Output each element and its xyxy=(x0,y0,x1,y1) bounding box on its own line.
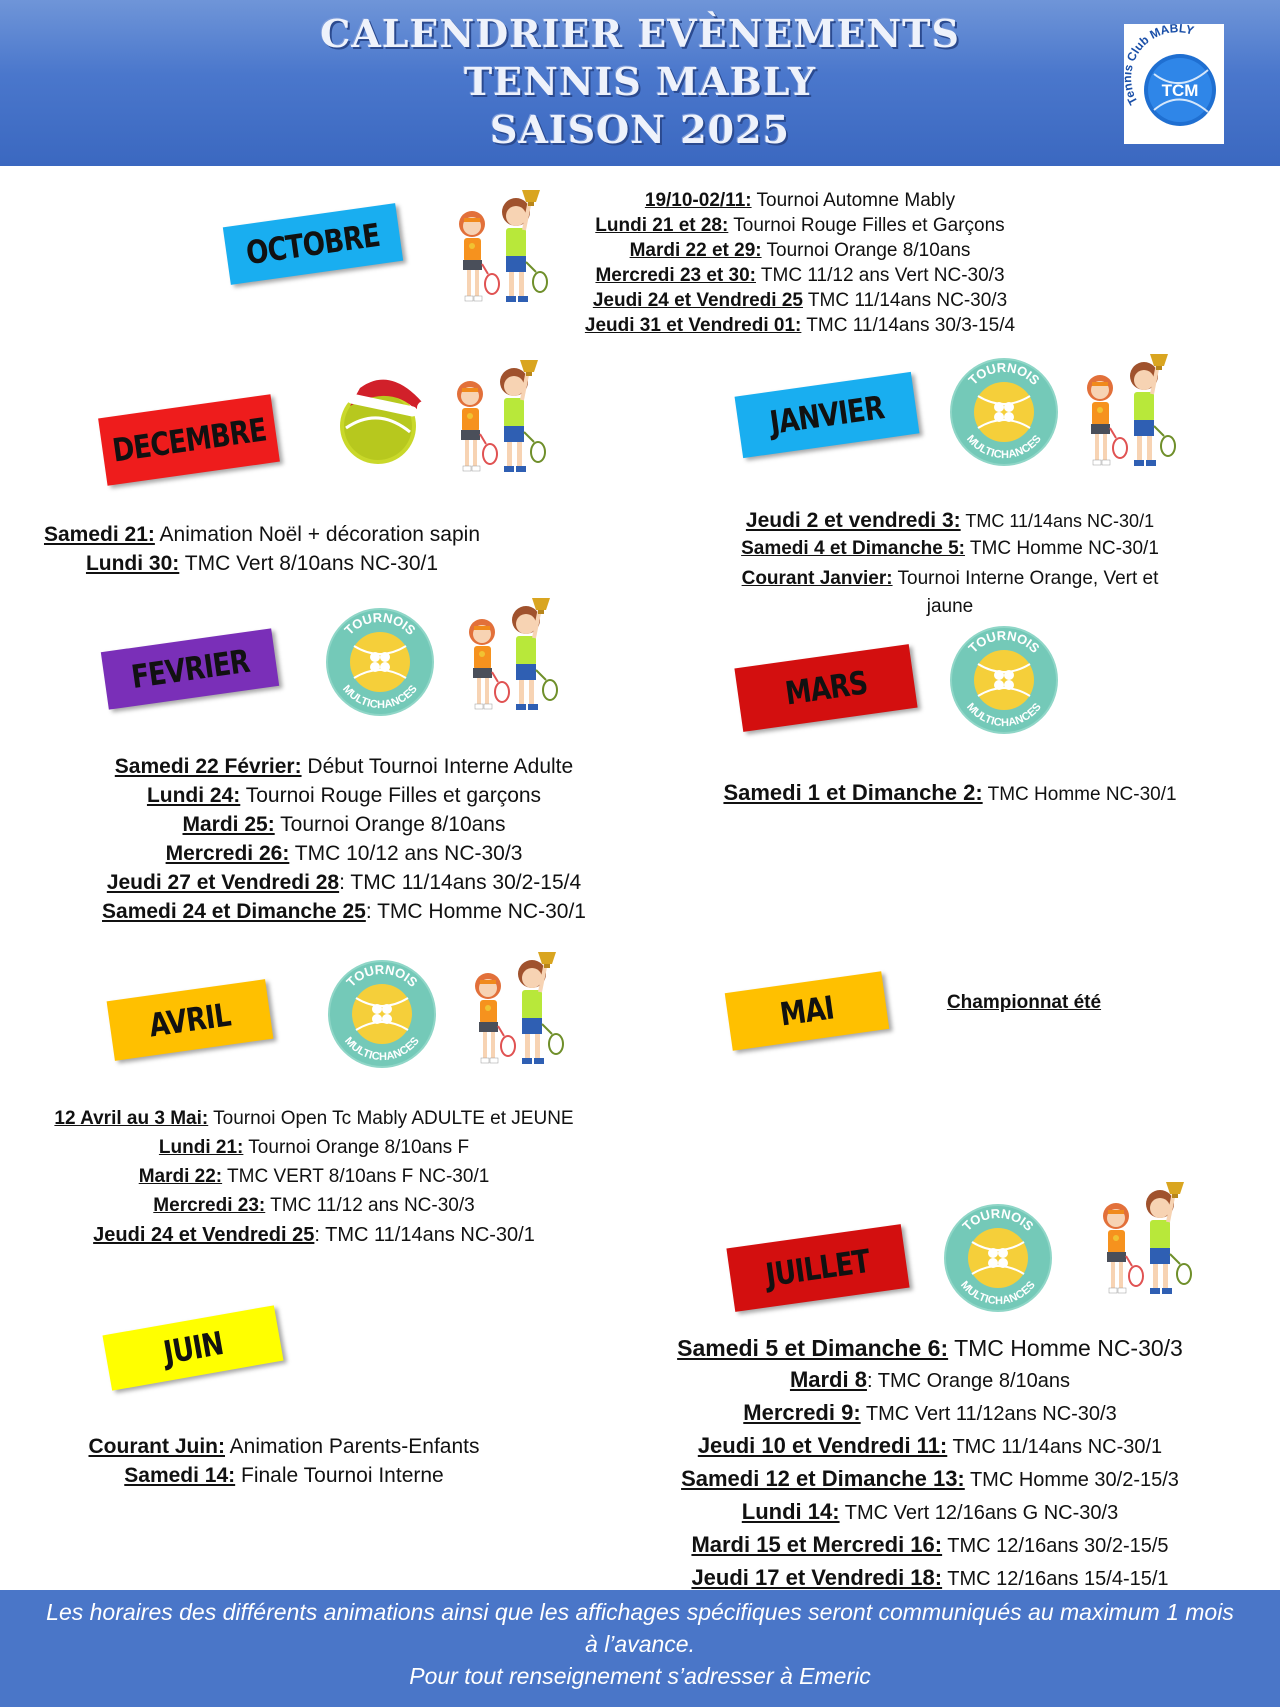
header-banner xyxy=(0,0,1280,166)
event-line: Samedi 12 et Dimanche 13: TMC Homme 30/2-15/3 xyxy=(681,1466,1179,1491)
tournois-multichances-icon xyxy=(942,1202,1054,1314)
badge-text-bottom: MULTICHANCES xyxy=(964,432,1044,462)
logo-ball-text: TCM xyxy=(1161,81,1199,100)
event-line: Jeudi 24 et Vendredi 25 TMC 11/14ans NC-30/3 xyxy=(592,290,1008,311)
event-line: Samedi 21: Animation Noël + décoration sapin xyxy=(43,523,480,546)
event-line: Courant Juin: Animation Parents-Enfants xyxy=(88,1435,480,1458)
kids-trophy-icon xyxy=(460,948,572,1072)
event-line: Jeudi 24 et Vendredi 25: TMC 11/14ans NC-30/1 xyxy=(93,1224,535,1246)
event-line: Courant Janvier: Tournoi Interne Orange, Vert et xyxy=(741,568,1159,589)
title-line-2: TENNIS MABLY xyxy=(463,59,817,104)
page-title xyxy=(250,10,1030,154)
event-line: Samedi 24 et Dimanche 25: TMC Homme NC-30/1 xyxy=(102,900,586,923)
event-line: Samedi 5 et Dimanche 6: TMC Homme NC-30/3 xyxy=(677,1335,1183,1361)
event-line: Jeudi 27 et Vendredi 28: TMC 11/14ans 30/2-15/4 xyxy=(106,871,582,894)
badge-text-bottom: MULTICHANCES xyxy=(964,700,1044,730)
tournois-multichances-icon xyxy=(324,606,436,718)
event-line: Mercredi 23 et 30: TMC 11/12 ans Vert NC-30/3 xyxy=(595,265,1005,286)
club-logo xyxy=(1124,24,1224,144)
events-octobre xyxy=(560,188,1040,338)
club-logo-icon xyxy=(1124,24,1224,144)
kids-trophy-icon xyxy=(1088,1178,1200,1302)
month-name: FEVRIER xyxy=(128,641,252,697)
title-line-1: CALENDRIER EVÈNEMENTS xyxy=(320,11,960,56)
badge-text-top: TOURNOIS xyxy=(965,359,1043,388)
events-juin xyxy=(34,1432,534,1490)
event-line: Lundi 21 et 28: Tournoi Rouge Filles et Garçons xyxy=(595,215,1005,236)
events-mars xyxy=(700,780,1200,807)
event-line: Lundi 14: TMC Vert 12/16ans G NC-30/3 xyxy=(741,1499,1119,1524)
event-line: Jeudi 10 et Vendredi 11: TMC 11/14ans NC-30/1 xyxy=(697,1433,1163,1458)
kids-trophy-icon xyxy=(1072,350,1184,474)
event-line: Mercredi 23: TMC 11/12 ans NC-30/3 xyxy=(153,1195,475,1216)
event-line: Samedi 1 et Dimanche 2: TMC Homme NC-30/1 xyxy=(723,780,1177,805)
christmas-tennis-ball-icon xyxy=(330,366,434,470)
month-name: JUIN xyxy=(160,1324,226,1372)
footer-notice xyxy=(0,1590,1280,1707)
footer-line-3: Pour tout renseignement s’adresser à Emeric xyxy=(409,1663,871,1689)
month-name: AVRIL xyxy=(147,995,233,1045)
events-decembre xyxy=(12,520,512,578)
kids-trophy-icon xyxy=(444,186,556,310)
month-name: OCTOBRE xyxy=(243,215,383,273)
month-label-juin xyxy=(102,1305,283,1390)
month-name: JUILLET xyxy=(763,1241,873,1295)
events-mai xyxy=(922,990,1126,1015)
month-label-janvier xyxy=(735,372,920,458)
badge-text-bottom: MULTICHANCES xyxy=(340,682,420,712)
event-line: 19/10-02/11: Tournoi Automne Mably xyxy=(644,190,956,211)
month-label-mars xyxy=(734,644,917,732)
events-fevrier xyxy=(94,752,594,926)
event-line: Jeudi 31 et Vendredi 01: TMC 11/14ans 30/3-15/4 xyxy=(584,315,1016,336)
month-name: DECEMBRE xyxy=(109,410,269,470)
event-line: Samedi 14: Finale Tournoi Interne xyxy=(124,1464,444,1487)
event-line: Samedi 4 et Dimanche 5: TMC Homme NC-30/1 xyxy=(741,538,1159,559)
events-avril xyxy=(44,1104,584,1251)
event-line: Mardi 22: TMC VERT 8/10ans F NC-30/1 xyxy=(138,1166,490,1187)
event-line: Mardi 22 et 29: Tournoi Orange 8/10ans xyxy=(629,240,971,261)
events-janvier xyxy=(700,508,1200,619)
tournois-multichances-icon xyxy=(326,958,438,1070)
badge-text-top: TOURNOIS xyxy=(341,609,419,638)
event-line: Mardi 8: TMC Orange 8/10ans xyxy=(789,1367,1071,1392)
event-line: Jeudi 2 et vendredi 3: TMC 11/14ans NC-30/1 xyxy=(745,509,1155,532)
event-line: Lundi 24: Tournoi Rouge Filles et garçons xyxy=(146,784,542,807)
kids-trophy-icon xyxy=(454,594,566,718)
month-label-octobre xyxy=(223,203,403,285)
footer-line-1: Les horaires des différents animations ainsi que les affichages spécifiques seront communiqués au maximum 1 mois xyxy=(46,1599,1234,1625)
month-name: MAI xyxy=(777,988,837,1034)
month-label-juillet xyxy=(726,1224,909,1312)
tournois-multichances-icon xyxy=(948,356,1060,468)
badge-text-bottom: MULTICHANCES xyxy=(342,1034,422,1064)
month-label-decembre xyxy=(98,394,280,486)
month-label-mai xyxy=(725,971,890,1050)
title-line-3: SAISON 2025 xyxy=(490,107,790,152)
badge-text-top: TOURNOIS xyxy=(343,961,421,990)
event-line: Jeudi 17 et Vendredi 18: TMC 12/16ans 15/4-15/1 xyxy=(691,1565,1169,1590)
event-line: Lundi 30: TMC Vert 8/10ans NC-30/1 xyxy=(85,552,439,575)
month-label-avril xyxy=(107,979,274,1061)
tournois-multichances-icon xyxy=(948,624,1060,736)
badge-text-bottom: MULTICHANCES xyxy=(958,1278,1038,1308)
badge-text-top: TOURNOIS xyxy=(959,1205,1037,1234)
month-name: MARS xyxy=(782,663,870,713)
footer-line-2: à l’avance. xyxy=(585,1631,695,1657)
events-juillet xyxy=(620,1332,1240,1595)
kids-trophy-icon xyxy=(442,356,554,480)
event-line: 12 Avril au 3 Mai: Tournoi Open Tc Mably ADULTE et JEUNE xyxy=(54,1108,574,1129)
event-line: Lundi 21: Tournoi Orange 8/10ans F xyxy=(158,1137,470,1158)
event-line: Mardi 25: Tournoi Orange 8/10ans xyxy=(182,813,506,836)
event-line: Mercredi 9: TMC Vert 11/12ans NC-30/3 xyxy=(743,1400,1117,1425)
event-line: Mardi 15 et Mercredi 16: TMC 12/16ans 30/2-15/5 xyxy=(691,1532,1169,1557)
badge-text-top: TOURNOIS xyxy=(965,627,1043,656)
event-line: jaune xyxy=(926,596,974,617)
logo-arc-text: T Club MABLY xyxy=(1124,24,1196,108)
month-name: JANVIER xyxy=(767,388,887,442)
event-line: Championnat été xyxy=(946,992,1102,1013)
event-line: Mercredi 26: TMC 10/12 ans NC-30/3 xyxy=(165,842,523,865)
month-label-fevrier xyxy=(101,628,279,709)
event-line: Samedi 22 Février: Début Tournoi Interne Adulte xyxy=(114,755,574,778)
